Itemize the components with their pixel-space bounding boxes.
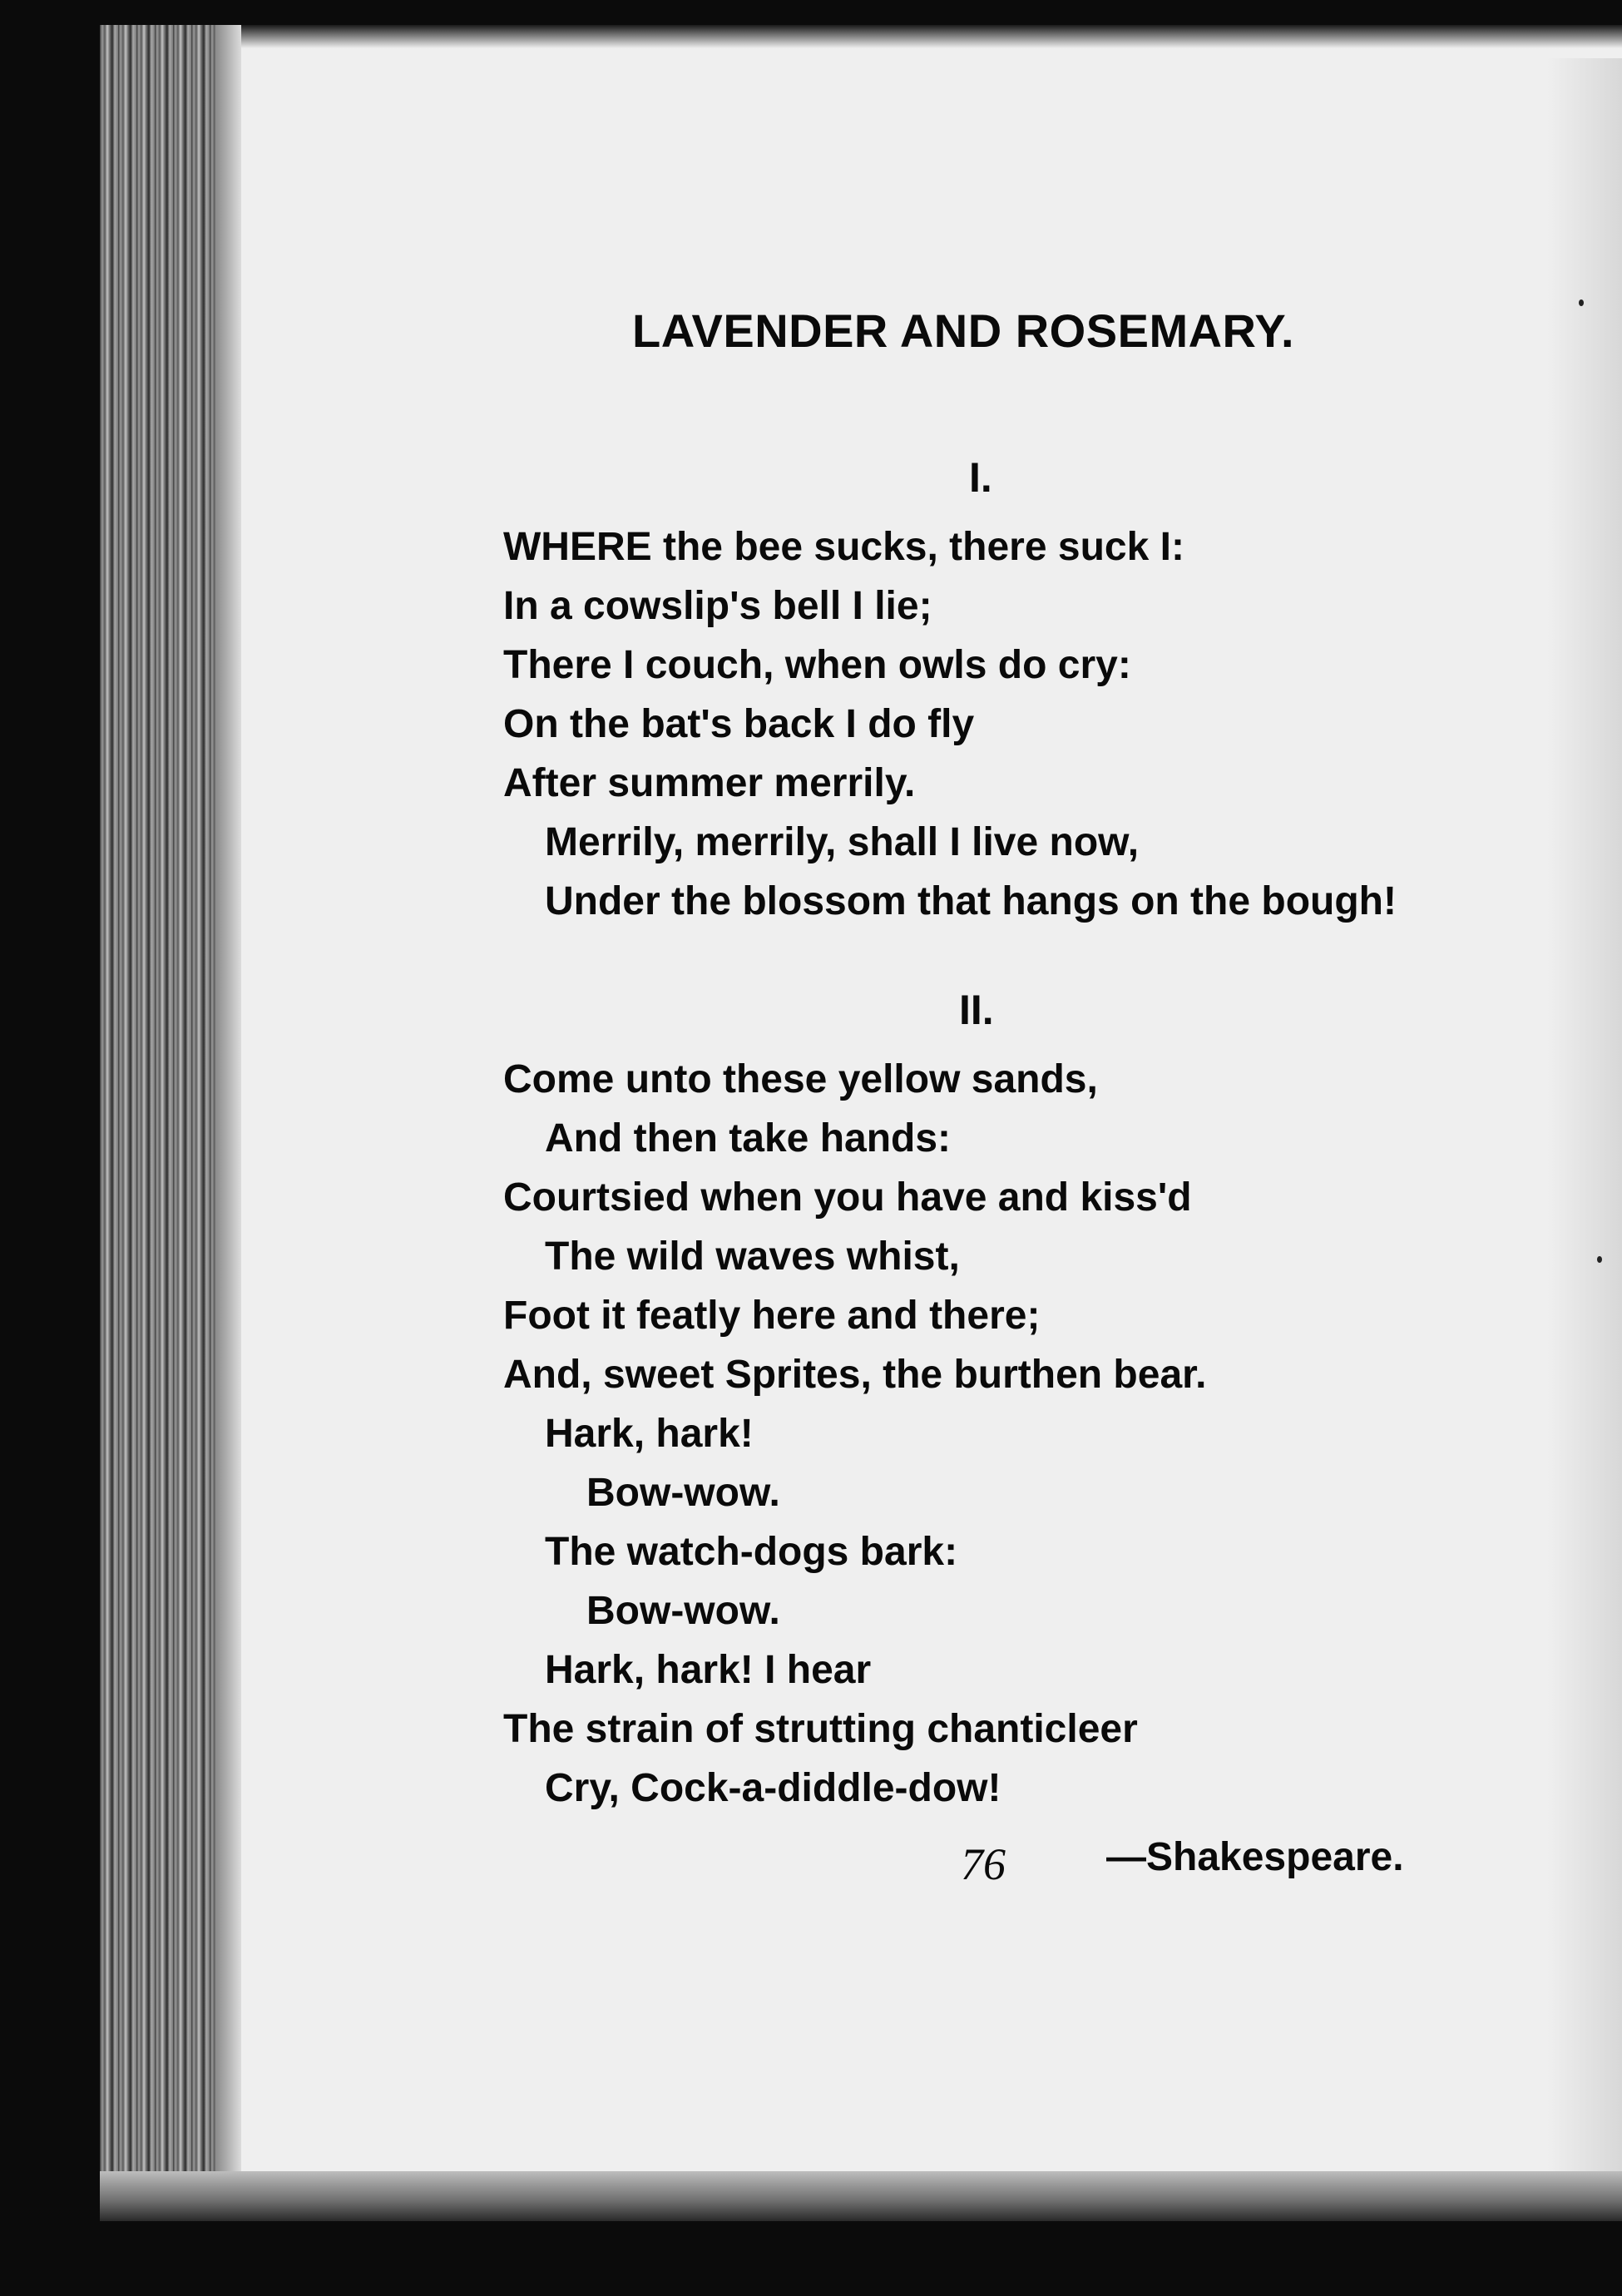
book-binding-edge bbox=[100, 25, 241, 2221]
verse-line: Courtsied when you have and kiss'd bbox=[503, 1175, 1192, 1220]
verse-line: And, sweet Sprites, the burthen bear. bbox=[503, 1353, 1207, 1397]
attribution: —Shakespeare. bbox=[1106, 1835, 1404, 1879]
section-number-2: II. bbox=[959, 987, 994, 1033]
verse-line: The strain of strutting chanticleer bbox=[503, 1707, 1138, 1751]
verse-line: In a cowslip's bell I lie; bbox=[503, 584, 932, 628]
bottom-page-edge bbox=[100, 2171, 1622, 2221]
section-number-1: I. bbox=[969, 454, 992, 501]
page-sheet bbox=[100, 25, 1622, 2221]
verse-line: Hark, hark! I hear bbox=[545, 1648, 872, 1692]
stanza-2 bbox=[503, 1050, 1207, 1818]
verse-line: The wild waves whist, bbox=[545, 1235, 960, 1279]
dust-speck bbox=[1579, 299, 1584, 306]
verse-line: And then take hands: bbox=[545, 1116, 952, 1160]
verse-line: Foot it featly here and there; bbox=[503, 1294, 1041, 1338]
verse-line: There I couch, when owls do cry: bbox=[503, 643, 1131, 687]
verse-line: Cry, Cock-a-diddle-dow! bbox=[545, 1766, 1001, 1810]
verse-line: Bow-wow. bbox=[586, 1471, 780, 1515]
right-page-shadow bbox=[1547, 58, 1622, 2188]
verse-line: The watch-dogs bark: bbox=[545, 1530, 958, 1574]
verse-line: WHERE the bee sucks, there suck I: bbox=[503, 525, 1184, 569]
verse-line: Merrily, merrily, shall I live now, bbox=[545, 820, 1140, 864]
verse-line: After summer merrily. bbox=[503, 761, 916, 805]
poem-title: LAVENDER AND ROSEMARY. bbox=[632, 304, 1295, 357]
verse-line: Under the blossom that hangs on the bough! bbox=[545, 879, 1397, 923]
top-shadow bbox=[100, 25, 1622, 48]
verse-line: Come unto these yellow sands, bbox=[503, 1057, 1098, 1101]
verse-line: Hark, hark! bbox=[545, 1412, 754, 1456]
verse-line: Bow-wow. bbox=[586, 1589, 780, 1633]
verse-line: On the bat's back I do fly bbox=[503, 702, 975, 746]
stanza-1 bbox=[503, 517, 1397, 931]
dust-speck bbox=[1597, 1256, 1602, 1263]
page-number: 76 bbox=[961, 1839, 1006, 1889]
